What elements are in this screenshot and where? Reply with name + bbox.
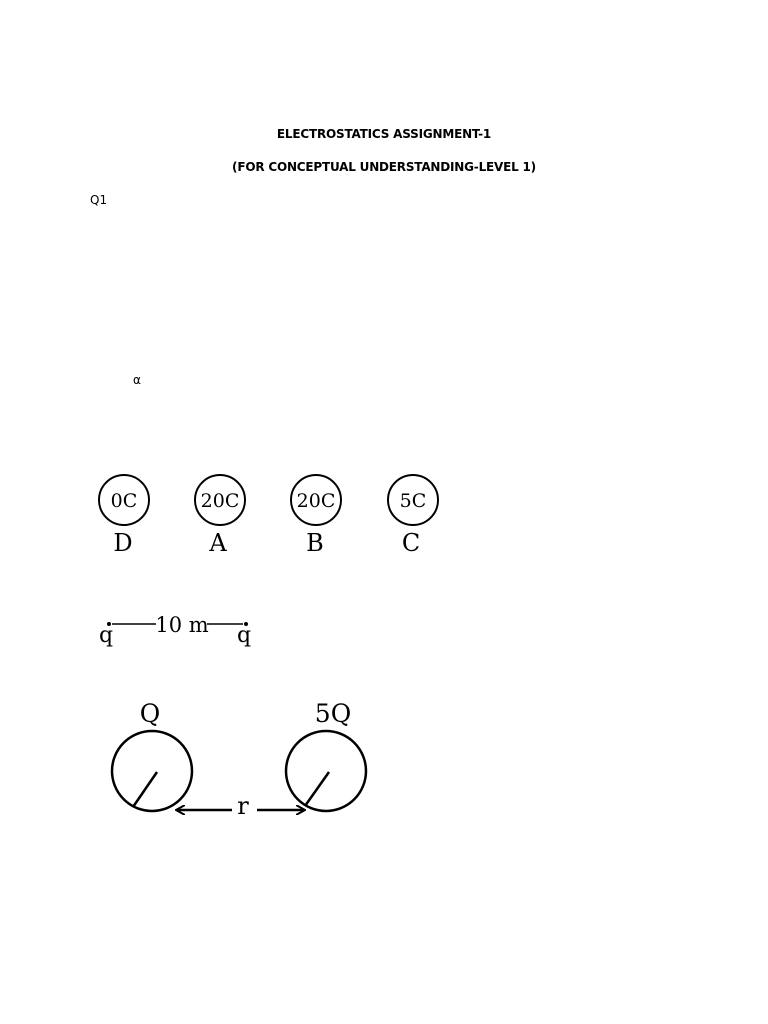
right-sphere <box>286 731 366 811</box>
sphere-b-label: B <box>306 529 324 557</box>
question-label: Q1 <box>90 193 108 207</box>
right-charge-label: q <box>236 623 252 648</box>
sphere-a-label: A <box>209 529 227 557</box>
separation-label: r <box>237 792 249 820</box>
left-sphere-radius <box>133 772 157 807</box>
left-sphere-label: Q <box>139 699 161 728</box>
right-sphere-radius <box>305 772 329 806</box>
sphere-a-charge: 20C <box>200 490 240 512</box>
sphere-c-charge: 5C <box>399 490 427 512</box>
sphere-b-charge: 20C <box>296 490 336 512</box>
sphere-d-label: D <box>113 529 133 557</box>
alpha-symbol: α <box>133 373 141 387</box>
page-subtitle: (FOR CONCEPTUAL UNDERSTANDING-LEVEL 1) <box>232 160 536 174</box>
right-sphere-label: 5Q <box>314 699 352 728</box>
left-sphere <box>112 731 192 811</box>
distance-label: 10 m <box>155 613 209 637</box>
sphere-c-label: C <box>401 529 421 557</box>
page-title: ELECTROSTATICS ASSIGNMENT-1 <box>276 127 492 141</box>
left-charge-label: q <box>98 623 114 648</box>
sphere-d-charge: 0C <box>110 490 138 512</box>
